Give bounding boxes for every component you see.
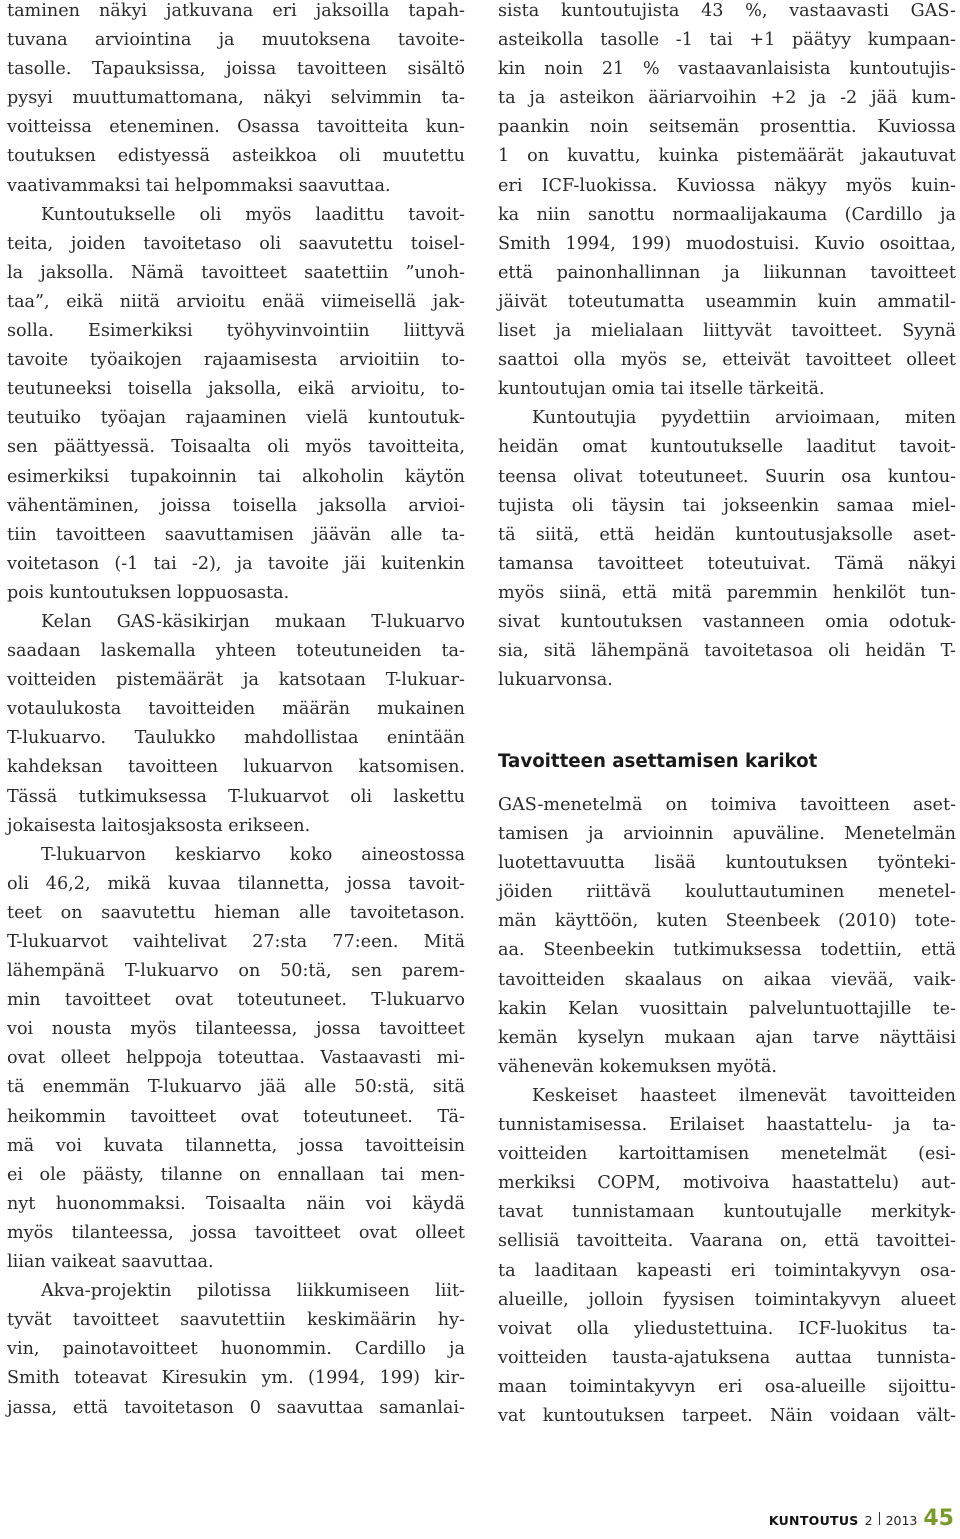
text-line: jöiden riittävä kouluttautuminen menetel- (498, 882, 956, 903)
text-line: vaativammaksi tai helpommaksi saavuttaa. (7, 175, 391, 196)
text-line: kuntoutujan omia tai itselle tärkeitä. (498, 379, 825, 400)
text-line: tyvät tavoitteet saavutettiin keskimäärin hy- (7, 1310, 465, 1331)
text-line: myös tilanteessa, jossa tavoitteet ovat olleet (7, 1222, 465, 1243)
left-text-column (7, 0, 465, 1423)
magazine-name: KUNTOUTUS (768, 1513, 859, 1528)
text-line: ovat olleet helppoja toteuttaa. Vastaavasti mi- (7, 1048, 465, 1069)
text-line: 1 on kuvattu, kuinka pistemäärät jakautuvat (498, 146, 956, 167)
text-line: GAS-menetelmä on toimiva tavoitteen aset- (498, 795, 956, 815)
text-line: nyt huonommaksi. Toisaalta näin voi käydä (7, 1193, 465, 1214)
text-line: voitteiden pistemäärät ja katsotaan T-lukuar- (7, 670, 465, 691)
text-line: tavoitteiden skaalaus on aikaa vievää, vaik- (498, 969, 956, 990)
text-line: tuvana arviointina ja muutoksena tavoite- (7, 30, 465, 51)
text-line: kin noin 21 % vastaavanlaisista kuntoutujis- (498, 59, 956, 80)
text-line: liset ja mielialaan liittyvät tavoitteet. Syynä (498, 321, 956, 342)
text-line: teutuiko työajan rajaaminen vielä kuntoutuk- (7, 408, 465, 429)
text-line: män käyttöön, kuten Steenbeek (2010) tote- (498, 911, 956, 932)
text-line: teet on saavutettu hieman alle tavoitetason. (7, 902, 465, 923)
text-line: ta laaditaan kapeasti eri toimintakyvyn osa- (498, 1260, 956, 1281)
text-line: Keskeiset haasteet ilmenevät tavoitteiden (532, 1085, 956, 1106)
text-line: teutuneeksi toisella jaksolla, eikä arvioitu, to- (7, 379, 465, 400)
text-line: lukuarvonsa. (498, 670, 613, 691)
text-line: tä siitä, että heidän kuntoutusjaksolle aset- (498, 524, 956, 545)
issue-number: 2 (864, 1513, 873, 1528)
text-line: liian vaikeat saavuttaa. (7, 1252, 214, 1273)
text-line: pois kuntoutuksen loppuosasta. (7, 582, 290, 603)
text-line: Akva-projektin pilotissa liikkumiseen liit- (41, 1281, 465, 1302)
text-line: Tässä tutkimuksessa T-lukuarvot oli laskettu (7, 786, 465, 807)
text-line: aa. Steenbeekin tutkimuksessa todettiin, että (498, 940, 956, 961)
issue-year: 2013 (885, 1513, 918, 1528)
text-line: teensa olivat toteutuneet. Suurin osa kuntou- (498, 466, 956, 487)
text-line: alueille, jolloin fyysisen toimintakyvyn alueet (498, 1289, 956, 1310)
text-line: teita, joiden tavoitetaso oli saavutettu toisel- (7, 233, 465, 254)
text-line: kemän kyselyn mukaan ajan tarve näyttäisi (498, 1027, 956, 1048)
text-line: tä enemmän T-lukuarvo jää alle 50:stä, sitä (7, 1077, 465, 1098)
text-line: lähempänä T-lukuarvo on 50:tä, sen parem- (7, 961, 465, 982)
text-line: ta ja asteikon ääriarvoihin +2 ja -2 jää kum- (498, 88, 956, 109)
text-line: taa”, eikä niitä arvioitu enää viimeisellä jak- (7, 291, 465, 312)
text-line: asteikolla tasolle -1 tai +1 päätyy kumpaan- (498, 30, 956, 51)
text-line: Kelan GAS-käsikirjan mukaan T-lukuarvo (41, 611, 465, 632)
text-line: eri ICF-luokissa. Kuviossa näkyy myös kuin- (498, 175, 956, 196)
text-line: esimerkiksi tupakoinnin tai alkoholin käytön (7, 466, 465, 487)
text-line: solla. Esimerkiksi työhyvinvointiin liittyvä (7, 321, 465, 342)
text-line: vähentäminen, joissa toisella jaksolla arvioi- (7, 495, 465, 516)
text-line: kakin Kelan vuosittain palveluntuottajille te- (498, 998, 956, 1019)
text-line: sista kuntoutujista 43 %, vastaavasti GAS- (498, 1, 956, 21)
text-line: Smith 1994, 199) muodostuisi. Kuvio osoittaa, (498, 233, 956, 254)
text-line: voi nousta myös tilanteessa, jossa tavoitteet (7, 1019, 465, 1040)
text-line: voitetason (-1 tai -2), ja tavoite jäi kuitenkin (7, 553, 465, 574)
text-line: heikommin tavoitteet ovat toteutuneet. Tä- (7, 1106, 465, 1127)
text-line: tavoite työaikojen rajaamisesta arvioitiin to- (7, 350, 465, 371)
text-line: tamansa tavoitteet toteutuivat. Tämä näkyi (498, 553, 956, 574)
text-line: toutuksen edistyessä asteikkoa oli muutettu (7, 146, 465, 167)
text-line: tujista oli täysin tai jokseenkin samaa miel- (498, 495, 956, 516)
footer-divider (879, 1512, 880, 1525)
right-text-column-top (498, 0, 956, 695)
text-line: jäivät toteutumatta useammin kuin ammatil- (498, 291, 956, 312)
text-line: saattoi olla myös se, etteivät tavoitteet olleet (498, 350, 956, 371)
text-line: kahdeksan tavoitteen lukuarvon katsomisen. (7, 757, 465, 778)
text-line: sivat kuntoutuksen vastanneen omia odotuk- (498, 611, 956, 632)
text-line: voitteiden tausta-ajatuksena auttaa tunnista- (498, 1347, 956, 1368)
text-line: sen päättyessä. Toisaalta oli myös tavoitteita, (7, 437, 465, 458)
text-line: vähenevän kokemuksen myötä. (498, 1056, 778, 1077)
text-line: tunnistamisessa. Erilaiset haastattelu- ja ta- (498, 1115, 956, 1136)
text-line: tamisen ja arvioinnin apuväline. Menetelmän (498, 824, 956, 845)
text-line: Kuntoutukselle oli myös laadittu tavoit- (41, 204, 465, 225)
text-line: voitteiden kartoittamisen menetelmät (esi- (498, 1144, 956, 1165)
text-line: min tavoitteet ovat toteutuneet. T-lukuarvo (7, 990, 465, 1011)
text-line: tavat tunnistamaan kuntoutujalle merkityk- (498, 1202, 956, 1223)
page-footer (769, 1506, 954, 1532)
text-line: että painonhallinnan ja liikunnan tavoitteet (498, 262, 956, 283)
text-line: Kuntoutujia pyydettiin arvioimaan, miten (532, 408, 956, 429)
section-heading: Tavoitteen asettamisen karikot (498, 751, 818, 772)
text-line: oli 46,2, mikä kuvaa tilannetta, jossa tavoit- (7, 873, 465, 894)
text-line: ka niin sanottu normaalijakauma (Cardillo ja (498, 204, 956, 225)
text-line: myös siinä, että mitä paremmin henkilöt tun- (498, 582, 956, 603)
text-line: jokaisesta laitosjaksosta erikseen. (7, 815, 311, 836)
text-line: tiin tavoitteen saavuttamisen jäävän alle ta- (7, 524, 465, 545)
text-line: mä voi kuvata tilannetta, jossa tavoitteisin (7, 1135, 465, 1156)
right-text-column-bottom (498, 791, 956, 1431)
text-line: T-lukuarvot vaihtelivat 27:sta 77:een. Mitä (7, 932, 465, 952)
text-line: voitteissa eteneminen. Osassa tavoitteita kun- (7, 117, 465, 138)
text-line: T-lukuarvon keskiarvo koko aineostossa (41, 844, 465, 865)
text-line: sellisiä tavoitteita. Vaarana on, että tavoittei- (498, 1231, 956, 1252)
text-line: luotettavuutta lisää kuntoutuksen työnteki- (498, 853, 956, 874)
text-line: merkiksi COPM, motivoiva haastattelu) aut- (498, 1173, 956, 1194)
text-line: vat kuntoutuksen tarpeet. Näin voidaan vält- (498, 1405, 956, 1426)
text-line: pysyi muuttumattomana, näkyi selvimmin ta- (7, 88, 465, 109)
text-line: voivat olla yliedustettuina. ICF-luokitus ta- (498, 1318, 956, 1339)
text-line: votaulukosta tavoitteiden määrän mukainen (7, 699, 465, 720)
text-line: taminen näkyi jatkuvana eri jaksoilla tapah- (7, 1, 465, 21)
text-line: sia, sitä lähempänä tavoitetasoa oli heidän T- (498, 641, 956, 662)
text-line: tasolle. Tapauksissa, joissa tavoitteen sisältö (7, 59, 465, 80)
text-line: T-lukuarvo. Taulukko mahdollistaa enintään (7, 728, 465, 749)
text-line: Smith toteavat Kiresukin ym. (1994, 199) kir- (7, 1368, 465, 1389)
text-line: paankin noin seitsemän prosenttia. Kuviossa (498, 117, 956, 138)
text-line: vin, painotavoitteet huonommin. Cardillo ja (7, 1339, 465, 1360)
text-line: la jaksolla. Nämä tavoitteet saatettiin ”unoh- (7, 262, 465, 283)
page-number: 45 (923, 1506, 954, 1531)
text-line: saadaan laskemalla yhteen toteutuneiden ta- (7, 641, 465, 662)
text-line: ei ole päästy, tilanne on ennallaan tai men- (7, 1164, 465, 1185)
text-line: maan toimintakyvyn eri osa-alueille sijoittu- (498, 1376, 956, 1397)
text-line: heidän omat kuntoutukselle laaditut tavoit- (498, 437, 956, 458)
text-line: jassa, että tavoitetason 0 saavuttaa samanlai- (7, 1397, 465, 1418)
